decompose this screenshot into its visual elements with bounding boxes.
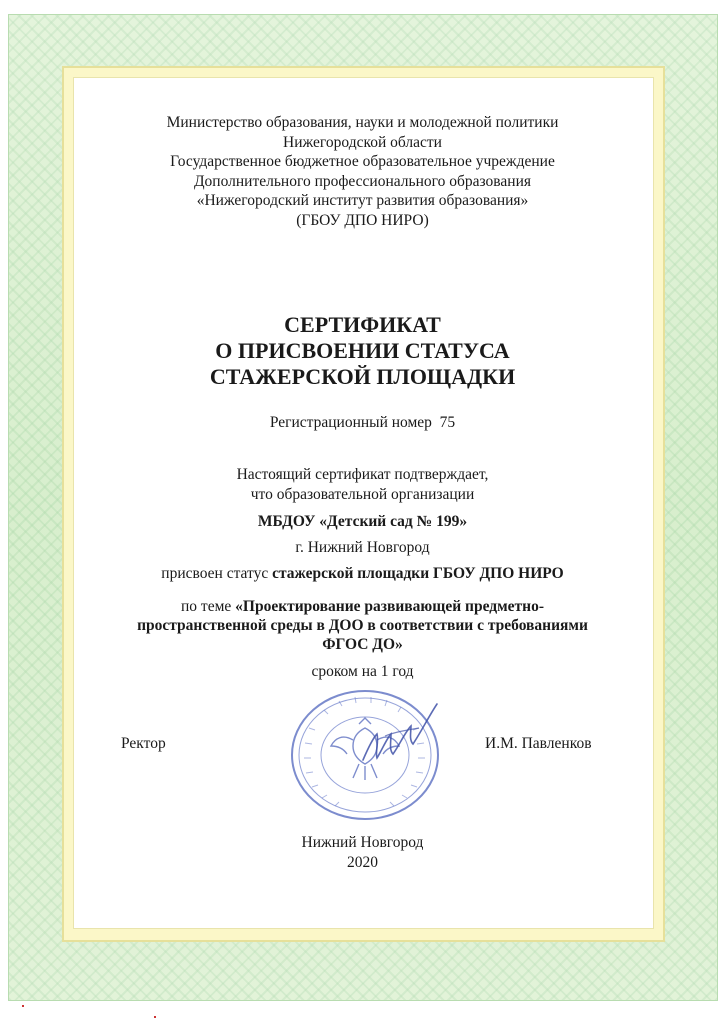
registration-number: Регистрационный номер 75: [269, 414, 456, 431]
issue-year: 2020: [347, 854, 378, 871]
title-line-3: СТАЖЕРСКОЙ ПЛОЩАДКИ: [209, 364, 516, 389]
organization-name: МБДОУ «Детский сад № 199»: [257, 513, 468, 530]
topic-line-2: пространственной среды в ДОО в соответствии с требованиями: [137, 617, 588, 634]
term-text: сроком на 1 год: [311, 663, 414, 680]
issue-city: Нижний Новгород: [301, 834, 424, 851]
topic-line-3: ФГОС ДО»: [322, 636, 403, 653]
header-line: Министерство образования, науки и молодежной политики: [166, 114, 559, 131]
status-bold: стажерской площадки ГБОУ ДПО НИРО: [272, 565, 564, 582]
status-text: [0, 565, 725, 583]
confirmation-text: [0, 465, 725, 505]
signatory-position: Ректор: [121, 735, 166, 752]
confirm-line-1: Настоящий сертификат подтверждает,: [236, 466, 489, 483]
header-line: Нижегородской области: [283, 133, 442, 151]
certificate-title: [0, 312, 725, 390]
title-line-1: СЕРТИФИКАТ: [284, 312, 441, 337]
signatory-name: И.М. Павленков: [485, 735, 592, 752]
organization-city: г. Нижний Новгород: [295, 539, 430, 556]
confirm-line-2: что образовательной организации: [250, 486, 475, 503]
topic-text: [0, 597, 725, 654]
topic-prefix: по теме: [181, 598, 236, 615]
header-line: (ГБОУ ДПО НИРО): [296, 211, 429, 229]
rector-signature: [355, 702, 445, 772]
header-line: «Нижегородский институт развития образования»: [196, 192, 529, 209]
print-speck: [154, 1016, 156, 1018]
topic-line-1: «Проектирование развивающей предметно-: [235, 598, 544, 615]
issue-place-year: [0, 833, 725, 873]
status-prefix: присвоен статус: [161, 565, 273, 582]
header-line: Дополнительного профессионального образования: [193, 172, 531, 190]
print-speck: [22, 1005, 24, 1007]
header-line: Государственное бюджетное образовательное учреждение: [170, 153, 555, 170]
title-line-2: О ПРИСВОЕНИИ СТАТУСА: [215, 338, 510, 363]
issuer-header: [0, 113, 725, 230]
